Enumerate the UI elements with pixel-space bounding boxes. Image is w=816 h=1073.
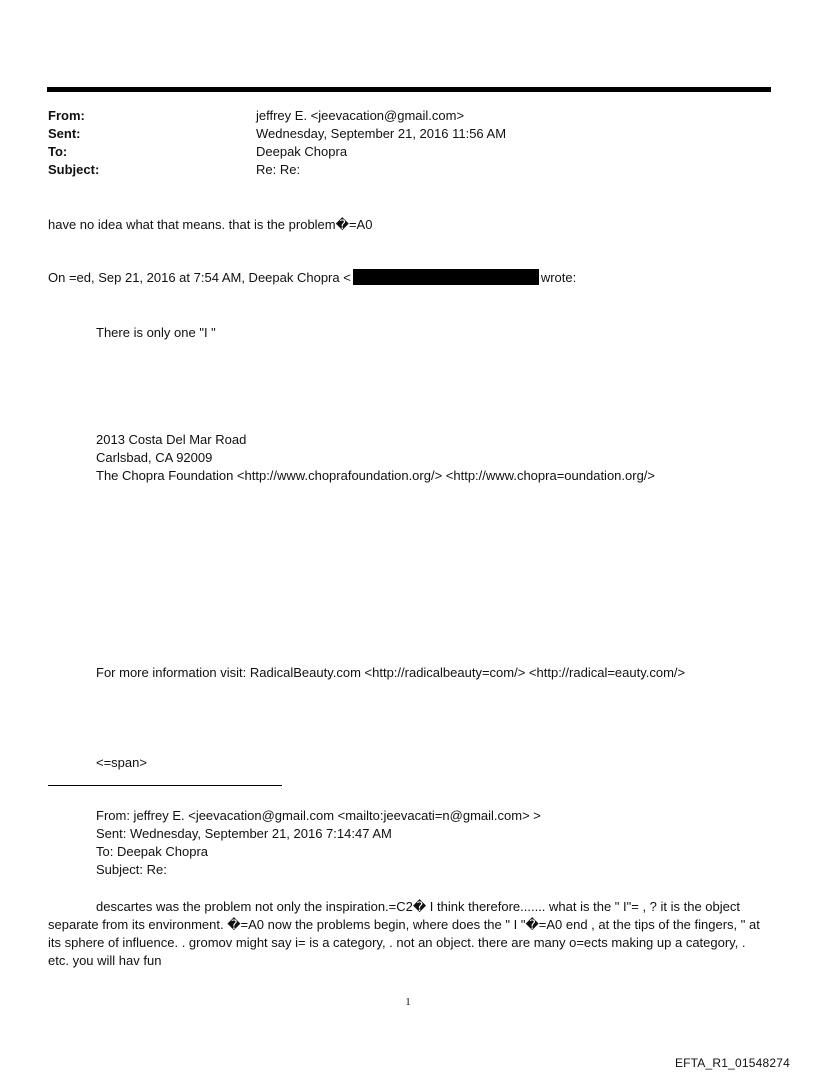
reply-body: have no idea what that means. that is the problem�=A0 [48, 217, 373, 232]
original-subject-line: Subject: Re: [96, 862, 167, 877]
page-number: 1 [405, 996, 411, 1008]
more-info-line: For more information visit: RadicalBeauty.com <http://radicalbeauty=com/> <http://radical=eauty.com/> [96, 665, 686, 680]
attribution-start: On =ed, Sep 21, 2016 at 7:54 AM, Deepak Chopra < [48, 270, 351, 285]
to-label: To: [48, 144, 68, 159]
from-value: jeffrey E. <jeevacation@gmail.com> [256, 108, 465, 123]
redaction-bar [353, 269, 539, 285]
sent-value: Wednesday, September 21, 2016 11:56 AM [256, 126, 507, 141]
span-tag-line: <=span> [96, 755, 147, 770]
quoted-line-one: There is only one "I " [96, 325, 216, 340]
original-to-line: To: Deepak Chopra [96, 844, 209, 859]
sent-label: Sent: [48, 126, 81, 141]
bates-number: EFTA_R1_01548274 [674, 1056, 790, 1070]
original-sent-line: Sent: Wednesday, September 21, 2016 7:14:47 AM [96, 826, 392, 841]
attribution-end: wrote: [540, 270, 577, 285]
original-body: descartes was the problem not only the inspiration.=C2� I think therefore....... what is the " I"= , ? it is the object separate from its environment. �=A0 now the problems begin, where does the " I "�=A0 end , at the tips of the fingers, " at its sphere of influence. . gromov might say i= is a category, . not an object. there are many o=ects making up a category, . etc. you will hav fun [48, 899, 760, 968]
from-label: From: [48, 108, 85, 123]
address-line-1: 2013 Costa Del Mar Road [96, 432, 247, 447]
address-line-2: Carlsbad, CA 92009 [96, 450, 213, 465]
reply-attribution [48, 269, 576, 287]
header-top-rule [47, 87, 771, 92]
foundation-line: The Chopra Foundation <http://www.choprafoundation.org/> <http://www.chopra=oundation.org/> [96, 468, 656, 483]
original-from-line: From: jeffrey E. <jeevacation@gmail.com <mailto:jeevacati=n@gmail.com> > [96, 808, 541, 823]
to-value: Deepak Chopra [256, 144, 348, 159]
separator-rule [48, 785, 282, 786]
subject-value: Re: Re: [256, 162, 301, 177]
subject-label: Subject: [48, 162, 100, 177]
